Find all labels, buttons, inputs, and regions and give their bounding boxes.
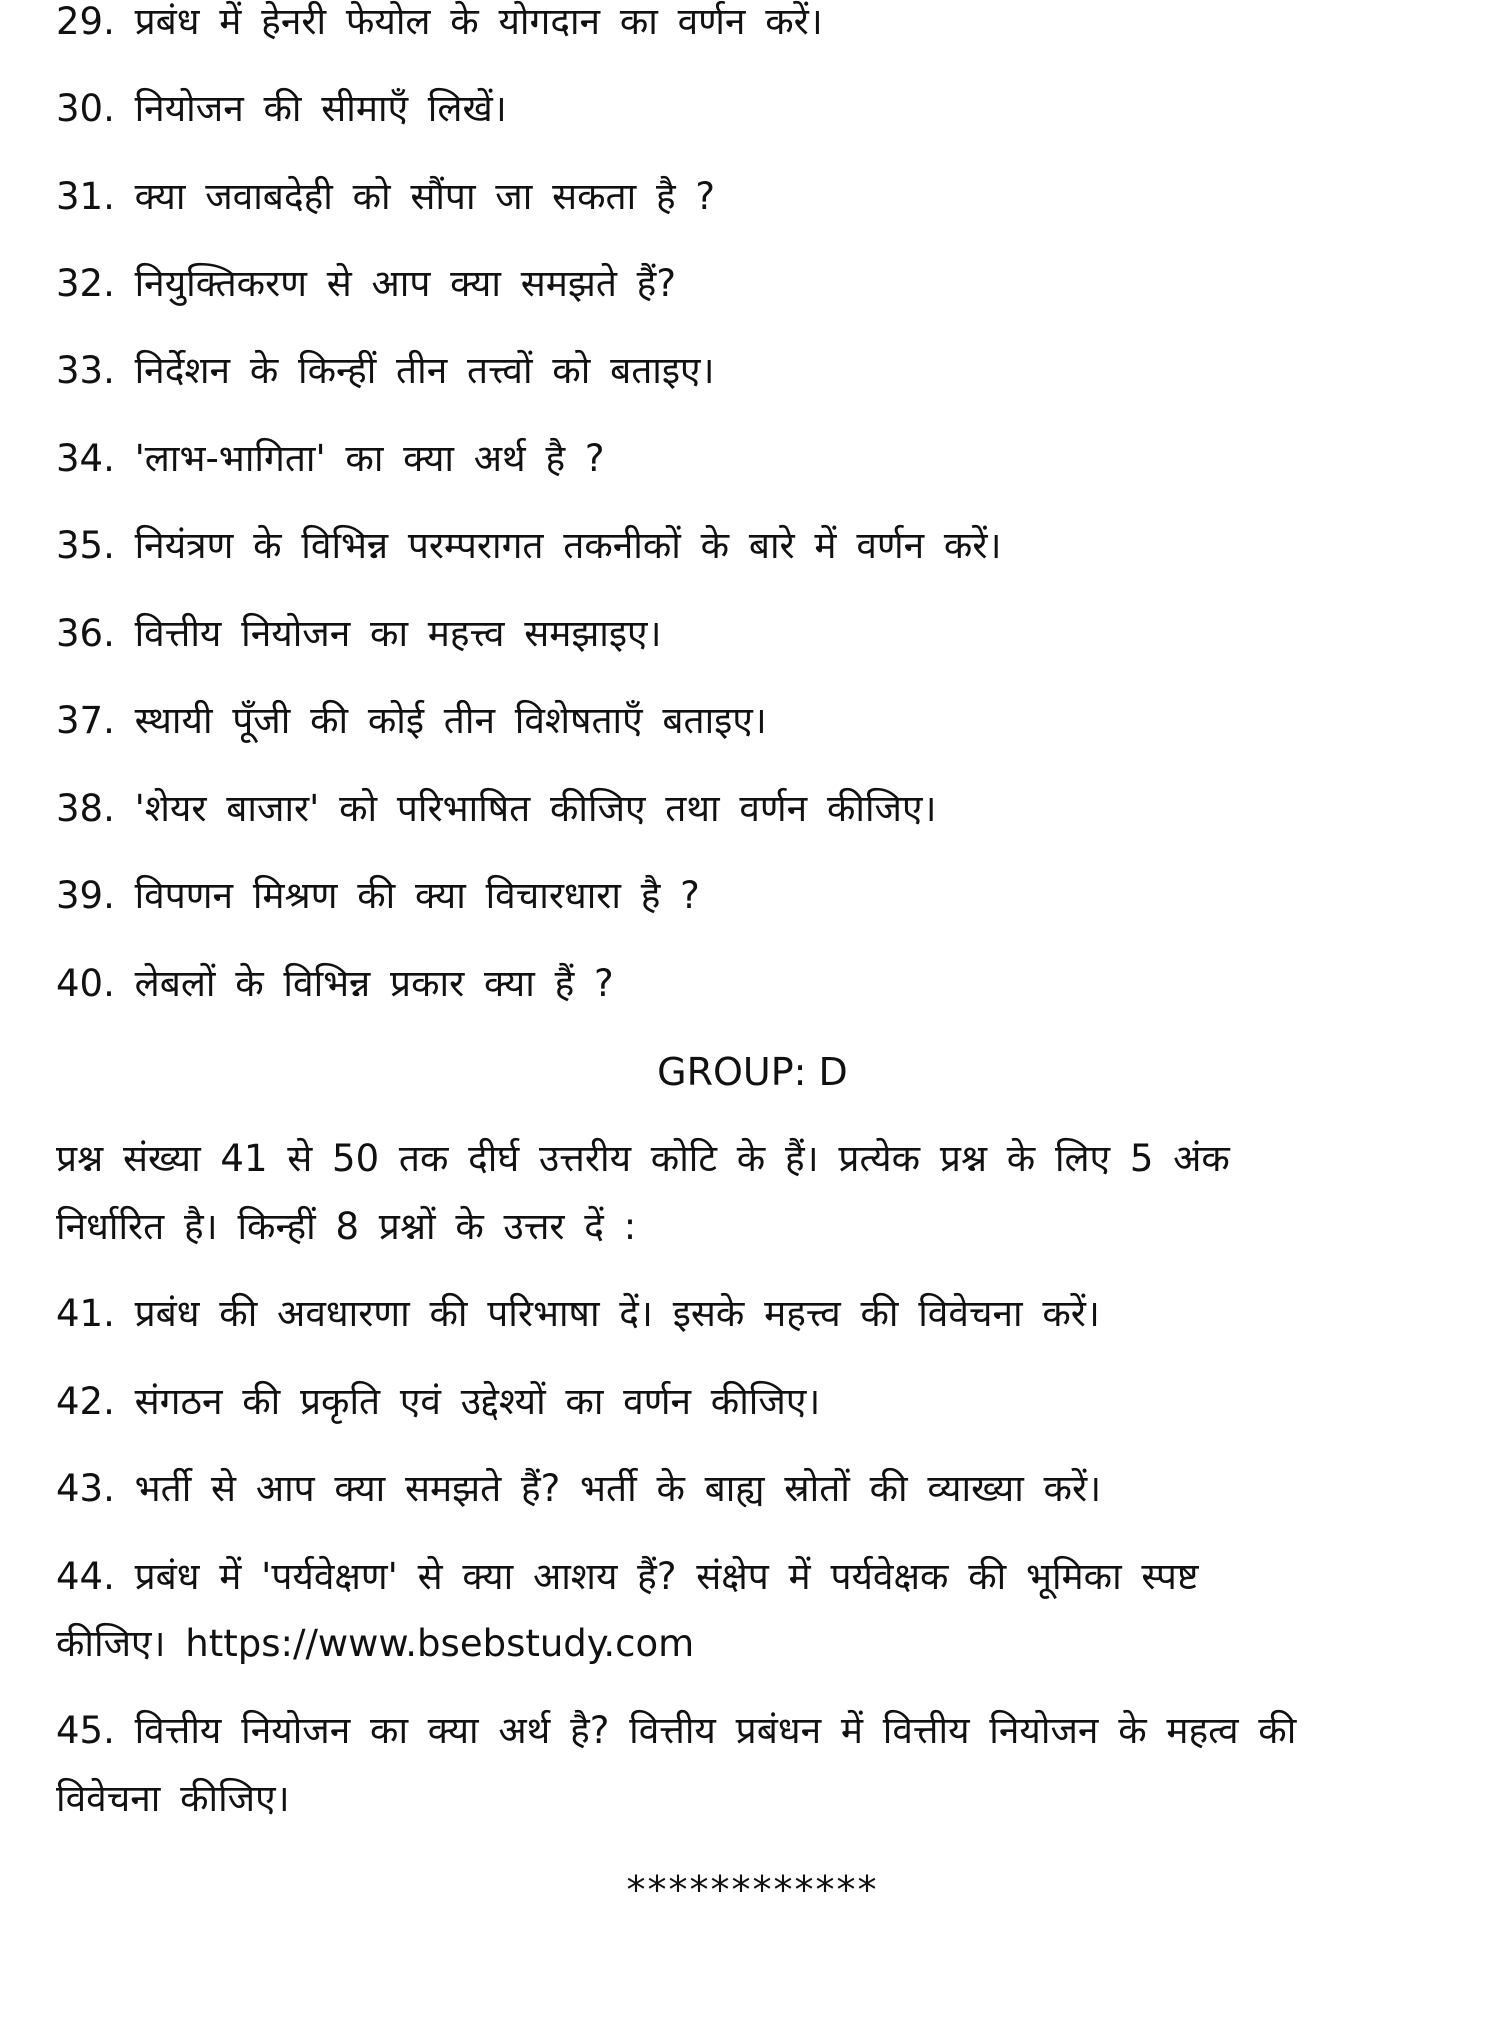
- question-33: 33. निर्देशन के किन्हीं तीन तत्त्वों को बताइए।: [56, 349, 715, 392]
- question-34: 34. 'लाभ-भागिता' का क्या अर्थ है ?: [56, 437, 605, 480]
- question-36: 36. वित्तीय नियोजन का महत्त्व समझाइए।: [56, 612, 662, 655]
- question-31: 31. क्या जवाबदेही को सौंपा जा सकता है ?: [56, 175, 715, 218]
- instructions-line-2: निर्धारित है। किन्हीं 8 प्रश्नों के उत्तर दें :: [56, 1205, 637, 1248]
- group-d-heading: GROUP: D: [657, 1050, 848, 1094]
- question-44-line-1: 44. प्रबंध में 'पर्यवेक्षण' से क्या आशय हैं? संक्षेप में पर्यवेक्षक की भूमिका स्पष्ट: [56, 1555, 1199, 1598]
- instructions-line-1: प्रश्न संख्या 41 से 50 तक दीर्घ उत्तरीय कोटि के हैं। प्रत्येक प्रश्न के लिए 5 अंक: [56, 1137, 1230, 1180]
- question-45-line-1: 45. वित्तीय नियोजन का क्या अर्थ है? वित्तीय प्रबंधन में वित्तीय नियोजन के महत्व की: [56, 1709, 1297, 1752]
- question-38: 38. 'शेयर बाजार' को परिभाषित कीजिए तथा वर्णन कीजिए।: [56, 787, 937, 830]
- end-marker: ************: [626, 1868, 879, 1912]
- question-32: 32. नियुक्तिकरण से आप क्या समझते हैं?: [56, 262, 676, 305]
- question-45-line-2: विवेचना कीजिए।: [56, 1777, 290, 1820]
- question-30: 30. नियोजन की सीमाएँ लिखें।: [56, 87, 507, 130]
- question-39: 39. विपणन मिश्रण की क्या विचारधारा है ?: [56, 874, 700, 917]
- question-41: 41. प्रबंध की अवधारणा की परिभाषा दें। इसके महत्त्व की विवेचना करें।: [56, 1292, 1100, 1335]
- question-43: 43. भर्ती से आप क्या समझते हैं? भर्ती के बाह्य स्रोतों की व्याख्या करें।: [56, 1467, 1102, 1510]
- question-37: 37. स्थायी पूँजी की कोई तीन विशेषताएँ बताइए।: [56, 699, 767, 742]
- question-35: 35. नियंत्रण के विभिन्न परम्परागत तकनीकों के बारे में वर्णन करें।: [56, 524, 1002, 567]
- question-42: 42. संगठन की प्रकृति एवं उद्देश्यों का वर्णन कीजिए।: [56, 1380, 821, 1423]
- question-29: 29. प्रबंध में हेनरी फेयोल के योगदान का वर्णन करें।: [56, 0, 823, 43]
- question-40: 40. लेबलों के विभिन्न प्रकार क्या हैं ?: [56, 962, 614, 1005]
- question-44-line-2: कीजिए। https://www.bsebstudy.com: [56, 1622, 695, 1665]
